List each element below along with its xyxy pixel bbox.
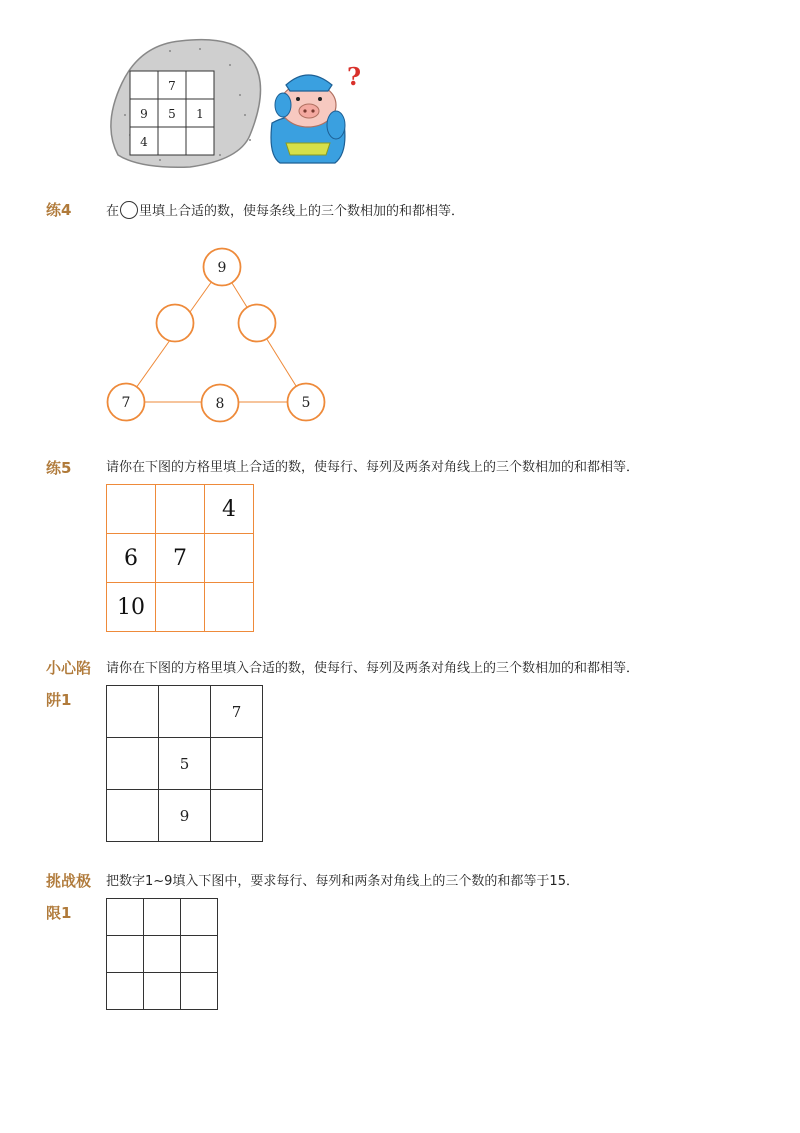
grid-cell[interactable]: [156, 485, 205, 534]
circle-value: 8: [215, 396, 225, 412]
challenge-1-label: [46, 871, 91, 923]
circle-icon: [120, 201, 138, 219]
circle-value: 5: [301, 395, 311, 411]
grid-cell[interactable]: [107, 790, 159, 842]
top-illustration: [100, 35, 370, 175]
grid-cell[interactable]: 7: [156, 534, 205, 583]
grid-cell[interactable]: [107, 899, 144, 936]
exercise-4-instruction: [106, 201, 464, 221]
grid-cell[interactable]: 9: [159, 790, 211, 842]
label-line: 限1: [46, 904, 72, 922]
grid-cell[interactable]: [205, 534, 254, 583]
grid-cell[interactable]: [107, 936, 144, 973]
grid-cell[interactable]: [107, 485, 156, 534]
grid-cell[interactable]: 6: [107, 534, 156, 583]
label-line: 挑战极: [46, 872, 92, 890]
trap-1-label: [46, 658, 91, 710]
challenge-1-grid: [106, 898, 218, 1010]
instruction-text: 里填上合适的数，使每条线上的三个数相加的和都相等．: [139, 204, 465, 219]
instruction-text: 在: [106, 204, 120, 219]
grid-cell[interactable]: [144, 899, 181, 936]
circle-value: 7: [121, 395, 131, 411]
exercise-5-instruction: 请你在下图的方格里填上合适的数，使每行、每列及两条对角线上的三个数相加的和都相等．: [106, 460, 640, 475]
grid-cell[interactable]: [181, 936, 218, 973]
exercise-4-label: 练4: [46, 201, 72, 219]
grid-cell[interactable]: [211, 738, 263, 790]
grid-cell[interactable]: 10: [107, 583, 156, 632]
grid-cell[interactable]: [181, 899, 218, 936]
challenge-1-instruction: 把数字1~9填入下图中，要求每行、每列和两条对角线上的三个数的和都等于15．: [106, 874, 579, 889]
label-line: 阱1: [46, 691, 72, 709]
trap-1-grid: [106, 685, 263, 842]
grid-cell[interactable]: [181, 973, 218, 1010]
triangle-lines: [126, 267, 306, 402]
grid-cell[interactable]: [144, 973, 181, 1010]
grid-cell[interactable]: [107, 973, 144, 1010]
exercise-5-grid: [106, 484, 254, 632]
grid-cell[interactable]: 5: [159, 738, 211, 790]
trap-1-instruction: 请你在下图的方格里填入合适的数，使每行、每列及两条对角线上的三个数相加的和都相等．: [106, 661, 640, 676]
triangle-figure: [100, 240, 340, 425]
grid-cell[interactable]: [107, 738, 159, 790]
label-line: 小心陷: [46, 659, 92, 677]
stone-cell: 5: [168, 107, 176, 121]
circle-right-mid[interactable]: [239, 305, 276, 342]
grid-cell[interactable]: [156, 583, 205, 632]
stone-cell: 9: [140, 107, 148, 121]
stone-cell: 1: [196, 107, 204, 121]
exercise-5-label: 练5: [46, 459, 72, 477]
circle-left-mid[interactable]: [157, 305, 194, 342]
stone-cell: 7: [168, 79, 176, 93]
grid-cell[interactable]: [211, 790, 263, 842]
grid-cell[interactable]: [159, 686, 211, 738]
pig-icon: [271, 75, 345, 163]
stone-cell: 4: [140, 135, 148, 149]
grid-cell[interactable]: [205, 583, 254, 632]
circle-value: 9: [217, 260, 227, 276]
grid-cell[interactable]: [144, 936, 181, 973]
grid-cell[interactable]: 7: [211, 686, 263, 738]
grid-cell[interactable]: [107, 686, 159, 738]
question-mark: ?: [347, 62, 362, 91]
grid-cell[interactable]: 4: [205, 485, 254, 534]
